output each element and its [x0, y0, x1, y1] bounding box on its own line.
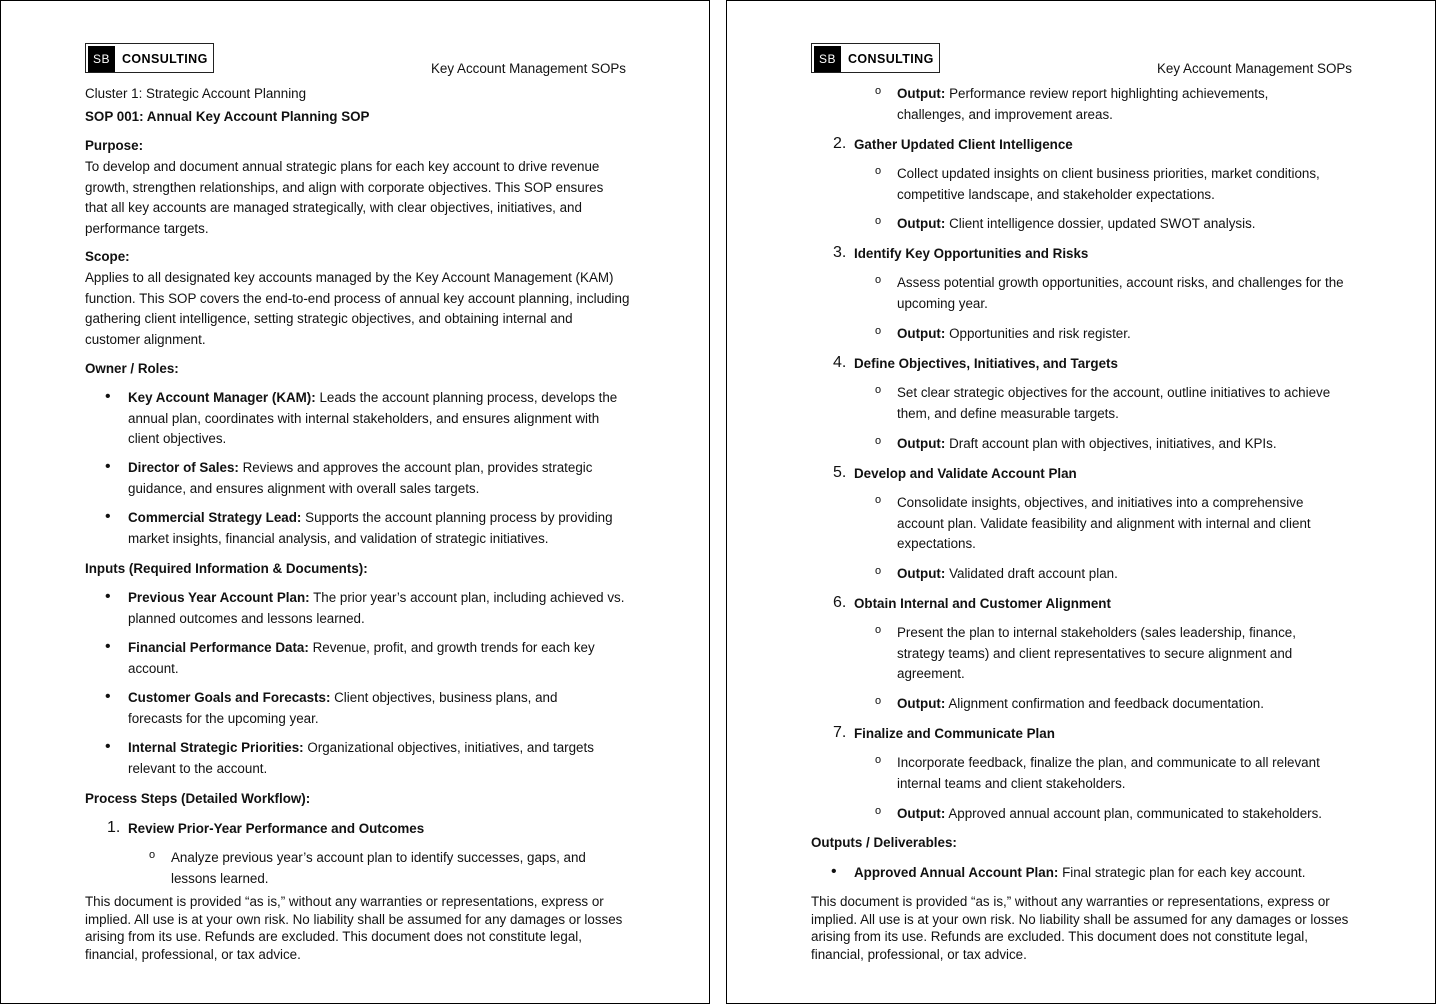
input-term: Internal Strategic Priorities:	[128, 740, 304, 755]
purpose-heading: Purpose:	[85, 138, 144, 153]
process-heading: Process Steps (Detailed Workflow):	[85, 791, 311, 806]
logo-text: CONSULTING	[848, 52, 934, 66]
bullet-icon: •	[105, 738, 111, 755]
bullet-icon: •	[105, 688, 111, 705]
sub-bullet-icon: o	[875, 805, 882, 817]
input-desc: Client objectives, business plans, and forecasts for the upcoming year.	[128, 690, 558, 726]
output-text: Client intelligence dossier, updated SWOT analysis.	[949, 216, 1256, 231]
output-label: Output:	[897, 436, 946, 451]
role-desc: Supports the account planning process by providing market insights, financial analysis, and validation of strategic initiatives.	[128, 510, 613, 546]
bullet-icon: •	[105, 458, 111, 475]
step-title: Gather Updated Client Intelligence	[854, 137, 1073, 152]
input-term: Previous Year Account Plan:	[128, 590, 310, 605]
output-text: Validated draft account plan.	[949, 566, 1118, 581]
input-desc: Revenue, profit, and growth trends for each key account.	[128, 640, 595, 676]
role-term: Key Account Manager (KAM):	[128, 390, 316, 405]
output-label: Output:	[897, 326, 946, 341]
output-text: Draft account plan with objectives, initiatives, and KPIs.	[949, 436, 1277, 451]
step-detail-text: Assess potential growth opportunities, account risks, and challenges for the upcoming year.	[897, 275, 1344, 311]
input-term: Financial Performance Data:	[128, 640, 309, 655]
output-label: Output:	[897, 806, 946, 821]
sub-bullet-icon: o	[875, 494, 882, 506]
bullet-icon: •	[831, 863, 837, 880]
sub-bullet-icon: o	[875, 384, 882, 396]
output-text: Alignment confirmation and feedback documentation.	[948, 696, 1264, 711]
step-detail-text: Consolidate insights, objectives, and initiatives into a comprehensive account plan. Validate feasibility and alignment with internal and client expectations.	[897, 495, 1311, 552]
sub-bullet-icon: o	[875, 165, 882, 177]
output-text: Approved annual account plan, communicated to stakeholders.	[948, 806, 1323, 821]
disclaimer: This document is provided “as is,” without any warranties or representations, express or implied. All use is at your own risk. No liability shall be assumed for any damages or losses arising from its use. Refunds are excluded. This document does not constitute legal, financial, professional, or tax advice.	[811, 894, 1349, 963]
sub-bullet-icon: o	[149, 849, 156, 861]
bullet-icon: •	[105, 588, 111, 605]
company-logo	[811, 43, 940, 73]
scope-heading: Scope:	[85, 249, 130, 264]
sub-bullet-icon: o	[875, 85, 882, 97]
step-number: 2.	[833, 135, 847, 152]
cluster-label: Cluster 1: Strategic Account Planning	[85, 86, 307, 101]
sub-bullet-icon: o	[875, 325, 882, 337]
step-number: 7.	[833, 724, 847, 741]
step-title: Obtain Internal and Customer Alignment	[854, 596, 1111, 611]
step-number: 3.	[833, 244, 847, 261]
inputs-heading: Inputs (Required Information & Documents):	[85, 561, 368, 576]
role-term: Commercial Strategy Lead:	[128, 510, 302, 525]
bullet-icon: •	[105, 508, 111, 525]
output-text: Performance review report highlighting achievements, challenges, and improvement areas.	[897, 86, 1269, 122]
step-title: Finalize and Communicate Plan	[854, 726, 1055, 741]
sub-bullet-icon: o	[875, 215, 882, 227]
step-detail-text: Incorporate feedback, finalize the plan, and communicate to all relevant internal teams and client stakeholders.	[897, 755, 1320, 791]
step-number: 6.	[833, 594, 847, 611]
sub-bullet-icon: o	[875, 695, 882, 707]
step-detail-text: Collect updated insights on client business priorities, market conditions, competitive landscape, and stakeholder expectations.	[897, 166, 1320, 202]
document-page-2	[726, 0, 1436, 1004]
header-doc-title: Key Account Management SOPs	[430, 61, 626, 76]
bullet-icon: •	[105, 638, 111, 655]
scope-text: Applies to all designated key accounts managed by the Key Account Management (KAM) function. This SOP covers the end-to-end process of annual key account planning, including gathering client intelligence, setting strategic objectives, and obtaining internal and customer alignment.	[85, 270, 630, 347]
logo-mark: SB	[88, 46, 115, 72]
roles-heading: Owner / Roles:	[85, 361, 179, 376]
output-label: Output:	[897, 696, 946, 711]
step-title: Identify Key Opportunities and Risks	[854, 246, 1089, 261]
step-title: Develop and Validate Account Plan	[854, 466, 1077, 481]
sub-bullet-icon: o	[875, 754, 882, 766]
header-doc-title: Key Account Management SOPs	[1156, 61, 1352, 76]
step-detail-text: Analyze previous year’s account plan to identify successes, gaps, and lessons learned.	[171, 850, 586, 886]
output-label: Output:	[897, 216, 946, 231]
output-label: Output:	[897, 86, 946, 101]
step-detail-text: Present the plan to internal stakeholders (sales leadership, finance, strategy teams) and client representatives to secure alignment and agreement.	[897, 625, 1296, 682]
step-number: 5.	[833, 464, 847, 481]
step-detail-text: Set clear strategic objectives for the account, outline initiatives to achieve them, and define measurable targets.	[897, 385, 1331, 421]
purpose-text: To develop and document annual strategic plans for each key account to drive revenue growth, strengthen relationships, and align with corporate objectives. This SOP ensures that all key accounts are managed strategically, with clear objectives, initiatives, and performance targets.	[85, 159, 604, 236]
sub-bullet-icon: o	[875, 435, 882, 447]
logo-mark: SB	[814, 46, 841, 72]
output-label: Output:	[897, 566, 946, 581]
step-title: Review Prior-Year Performance and Outcomes	[128, 821, 425, 836]
role-desc: Leads the account planning process, develops the annual plan, coordinates with internal stakeholders, and ensures alignment with client objectives.	[128, 390, 618, 447]
bullet-icon: •	[105, 388, 111, 405]
input-term: Customer Goals and Forecasts:	[128, 690, 331, 705]
step-number: 1.	[107, 819, 121, 836]
step-number: 4.	[833, 354, 847, 371]
sub-bullet-icon: o	[875, 565, 882, 577]
deliverable-term: Approved Annual Account Plan:	[854, 865, 1059, 880]
sop-title: SOP 001: Annual Key Account Planning SOP	[85, 109, 370, 124]
input-desc: Organizational objectives, initiatives, and targets relevant to the account.	[128, 740, 594, 776]
deliverable-desc: Final strategic plan for each key account.	[1062, 865, 1306, 880]
role-desc: Reviews and approves the account plan, provides strategic guidance, and ensures alignment with overall sales targets.	[128, 460, 593, 496]
output-text: Opportunities and risk register.	[949, 326, 1131, 341]
sub-bullet-icon: o	[875, 624, 882, 636]
role-term: Director of Sales:	[128, 460, 239, 475]
company-logo	[85, 43, 214, 73]
step-title: Define Objectives, Initiatives, and Targets	[854, 356, 1118, 371]
deliverables-heading: Outputs / Deliverables:	[811, 835, 957, 850]
disclaimer: This document is provided “as is,” without any warranties or representations, express or implied. All use is at your own risk. No liability shall be assumed for any damages or losses arising from its use. Refunds are excluded. This document does not constitute legal, financial, professional, or tax advice.	[85, 894, 623, 963]
input-desc: The prior year’s account plan, including achieved vs. planned outcomes and lessons learned.	[128, 590, 625, 626]
document-page-1	[0, 0, 710, 1004]
sub-bullet-icon: o	[875, 274, 882, 286]
logo-text: CONSULTING	[122, 52, 208, 66]
